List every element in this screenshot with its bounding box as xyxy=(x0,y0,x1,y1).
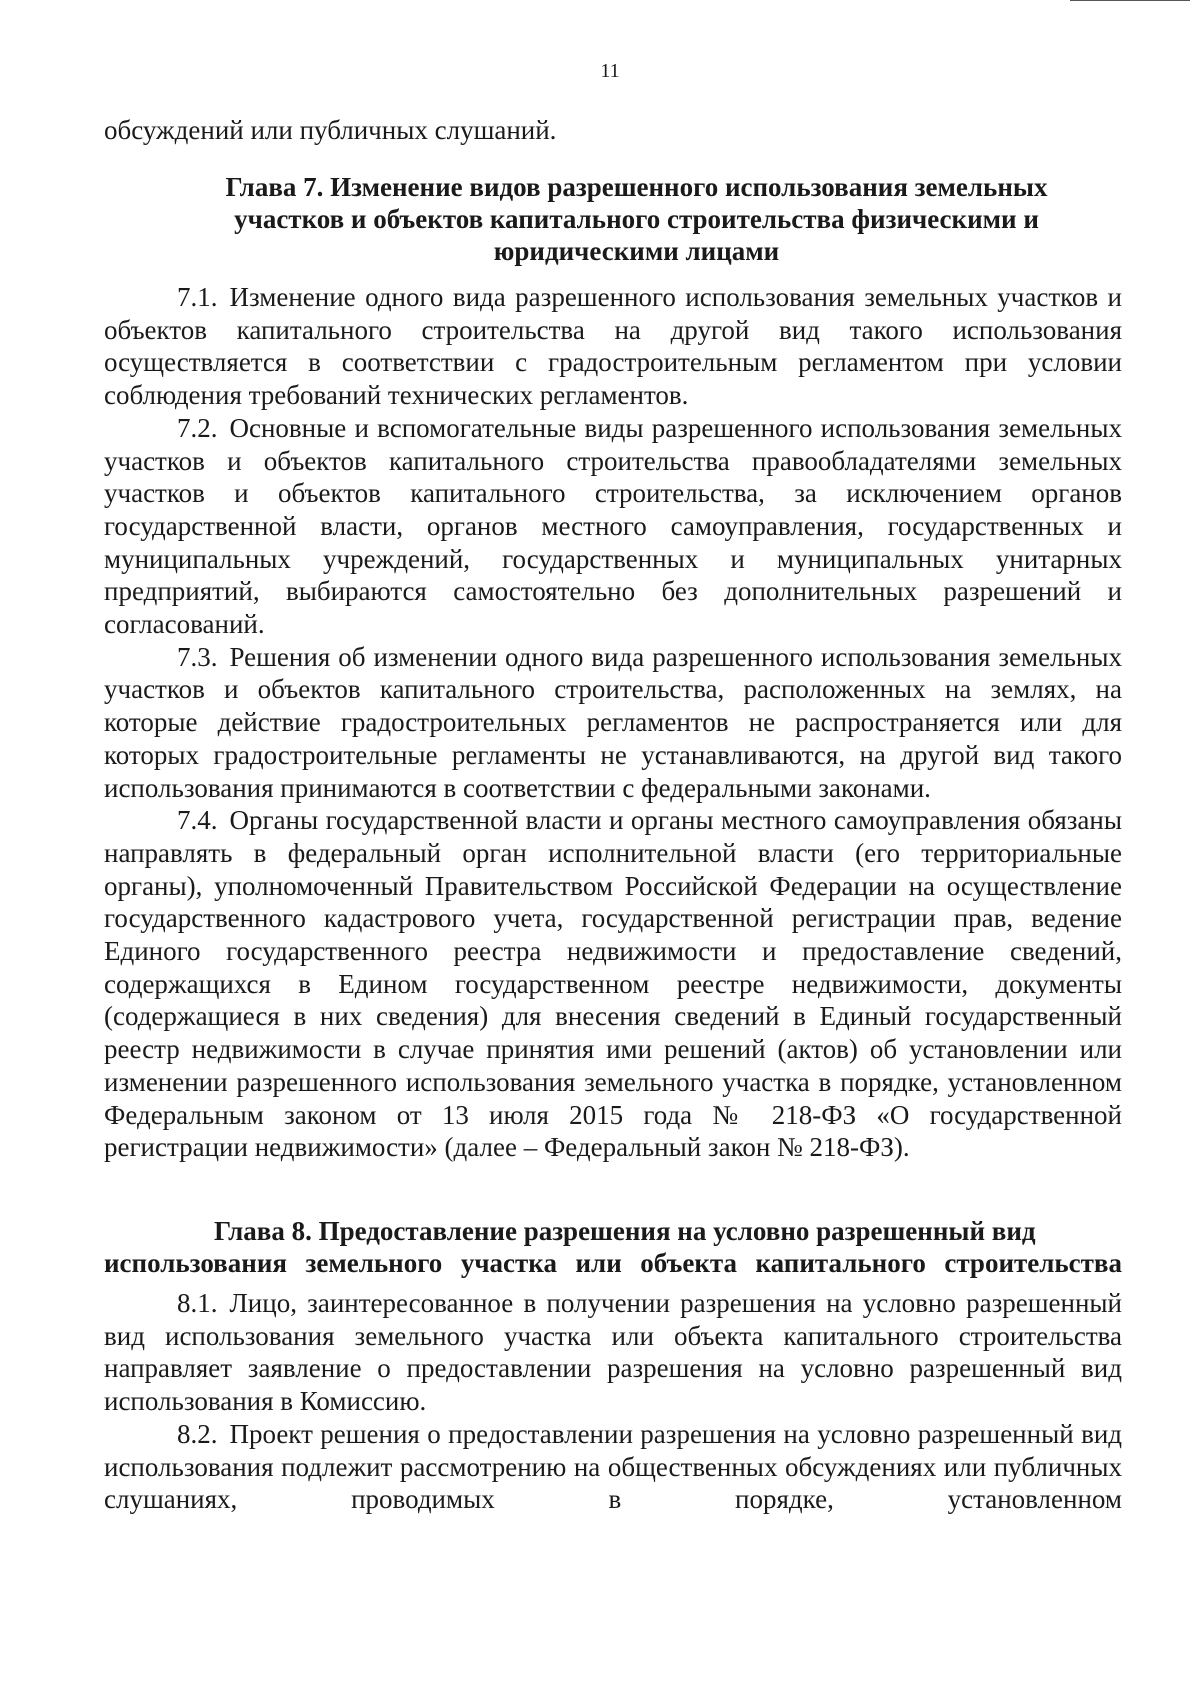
scan-edge-mark-bottom xyxy=(1090,1683,1190,1693)
paragraph-text: Решения об изменении одного вида разрешенного использования земельных участков и объектов капитального строительства, расположенных на землях, на которые действие градостроительных регламентов не распространяется или для которых градостроительные регламенты не устанавливаются, на другой вид такого использования принимаются в соответствии с федеральными законами. xyxy=(104,641,1122,803)
paragraph-7-1 xyxy=(104,281,1122,412)
chapter-8-heading xyxy=(104,1215,1122,1279)
paragraph-text: Органы государственной власти и органы местного самоуправления обязаны направлять в федеральный орган исполнительной власти (его территориальные органы), уполномоченный Правительством Российской Федерации на осуществление государственного кадастрового учета, государственной регистрации прав, ведение Единого государственного реестра недвижимости и предоставление сведений, содержащихся в Едином государственном реестре недвижимости, документы (содержащиеся в них сведения) для внесения сведений в Единый государственный реестр недвижимости в случае принятия ими решений (актов) об установлении или изменении разрешенного использования земельного участка в порядке, установленном Федеральным законом от 13 июля 2015 года № 218-ФЗ «О государственной регистрации недвижимости» (далее – Федеральный закон № 218-ФЗ). xyxy=(104,805,1122,1163)
chapter-8-body xyxy=(104,1287,1122,1516)
paragraph-7-4 xyxy=(104,804,1122,1164)
scan-edge-mark-top xyxy=(1070,0,1190,4)
paragraph-text: Изменение одного вида разрешенного использования земельных участков и объектов капитального строительства на другой вид такого использования осуществляется в соответствии с градостроительным регламентом при условии соблюдения требований технических регламентов. xyxy=(104,282,1122,411)
paragraph-8-2 xyxy=(104,1418,1122,1516)
chapter-7-title-line-2: участков и объектов капитального строительства физическими и xyxy=(234,204,1039,234)
paragraph-number: 7.3. xyxy=(177,641,218,672)
paragraph-number: 7.4. xyxy=(177,805,218,836)
chapter-7-body xyxy=(104,281,1122,1164)
chapter-8-title-line-2: использования земельного участка или объекта капитального строительства xyxy=(104,1248,1122,1278)
paragraph-number: 8.1. xyxy=(177,1288,218,1318)
paragraph-number: 7.1. xyxy=(177,282,218,312)
paragraph-text: Проект решения о предоставлении разрешения на условно разрешенный вид использования подлежит рассмотрению на общественных обсуждениях или публичных слушаниях, проводимых в порядке, установленном xyxy=(104,1418,1122,1515)
continued-text: обсуждений или публичных слушаний. xyxy=(104,115,557,145)
paragraph-number: 7.2. xyxy=(177,412,218,443)
chapter-7-title-line-1: Глава 7. Изменение видов разрешенного использования земельных xyxy=(225,172,1048,202)
paragraph-7-3 xyxy=(104,641,1122,805)
chapter-7-title-line-3: юридическими лицами xyxy=(493,236,780,266)
paragraph-text: Основные и вспомогательные виды разрешенного использования земельных участков и объектов капитального строительства правообладателями земельных участков и объектов капитального строительства, за исключением органов государственной власти, органов местного самоуправления, государственных и муниципальных учреждений, государственных и муниципальных унитарных предприятий, выбираются самостоятельно без дополнительных разрешений и согласований. xyxy=(104,412,1122,640)
paragraph-number: 8.2. xyxy=(177,1418,218,1449)
paragraph-7-2 xyxy=(104,412,1122,641)
page-number: 11 xyxy=(600,60,620,82)
chapter-8-title-line-1: Глава 8. Предоставление разрешения на условно разрешенный вид xyxy=(214,1216,1036,1246)
paragraph-8-1 xyxy=(104,1287,1122,1418)
paragraph-text: Лицо, заинтересованное в получении разрешения на условно разрешенный вид использования земельного участка или объекта капитального строительства направляет заявление о предоставлении разрешения на условно разрешенный вид использования в Комиссию. xyxy=(104,1288,1122,1417)
chapter-7-heading xyxy=(104,171,1169,267)
